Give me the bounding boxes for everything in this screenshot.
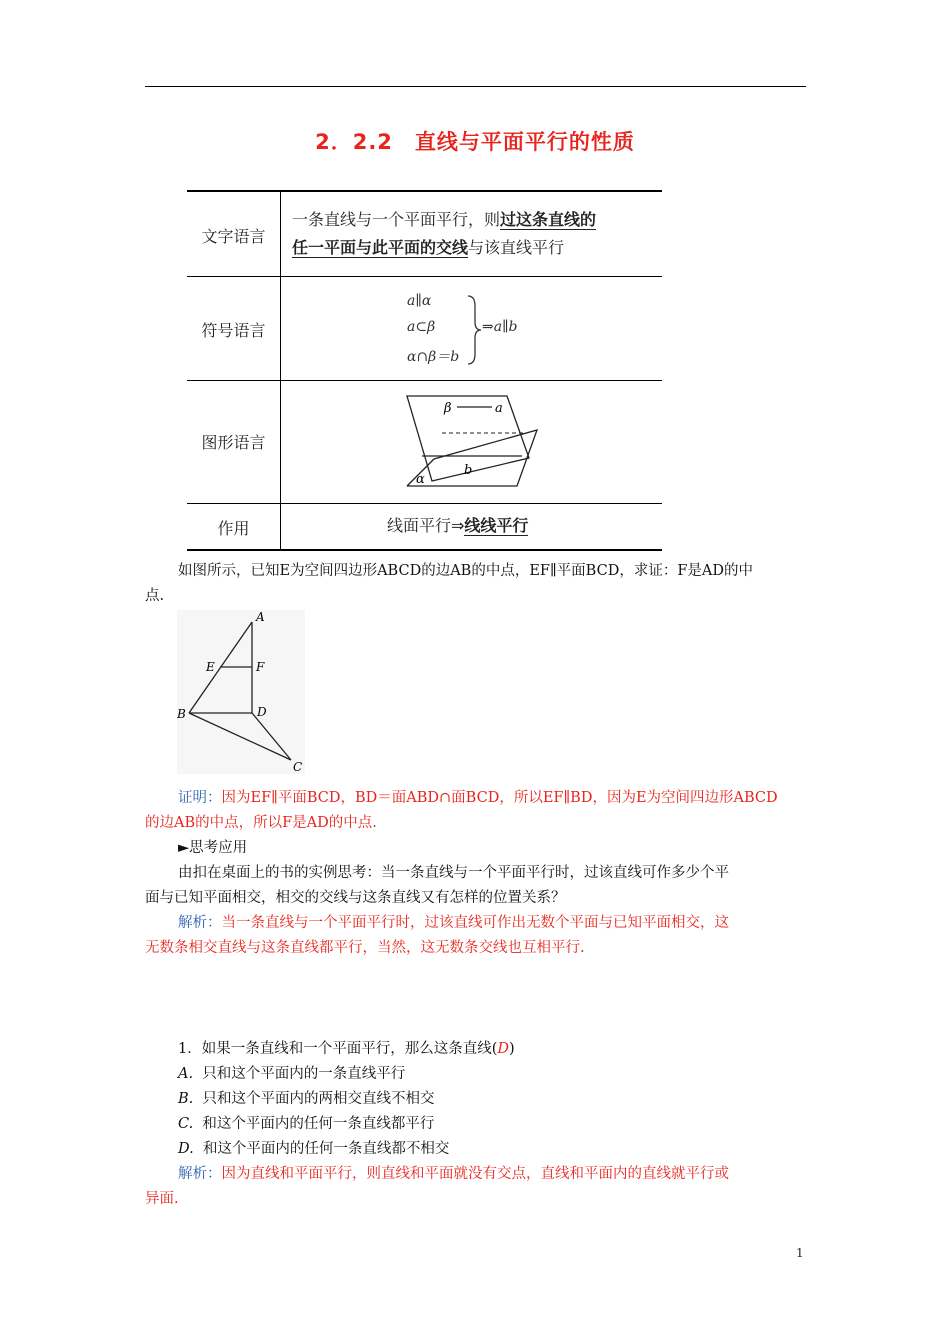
label-B: B — [177, 707, 186, 721]
label-D: D — [257, 705, 267, 719]
symbol-a-parallel-alpha: a∥α — [407, 293, 432, 309]
table-divider — [187, 276, 662, 277]
table-bottom-border — [187, 549, 662, 551]
table-top-border — [187, 190, 662, 192]
exercise-explanation: 解析：因为直线和平面平行，则直线和平面就没有交点，直线和平面内的直线就平行或 异面. — [145, 1166, 729, 1207]
quadrilateral-figure — [177, 610, 305, 774]
page-number: 1 — [796, 1246, 804, 1260]
function-content: 线面平行⇒线线平行 — [387, 516, 529, 535]
option-c: C. 和这个平面内的任何一条直线都平行 — [178, 1116, 435, 1132]
think-question: 由扣在桌面上的书的实例思考：当一条直线与一个平面平行时，过该直线可作多少个平 面与已知平面相交，相交的交线与这条直线又有怎样的位置关系？ — [145, 865, 729, 906]
think-answer: 解析：当一条直线与一个平面平行时，过该直线可作出无数个平面与已知平面相交，这 无数条相交直线与这条直线都平行，当然，这无数条交线也互相平行. — [145, 915, 729, 956]
planes-figure — [402, 393, 542, 493]
label-E: E — [206, 660, 215, 674]
exercise-answer: D — [497, 1041, 510, 1057]
label-C: C — [293, 760, 303, 774]
fig-b-label: b — [464, 463, 473, 478]
header-rule — [145, 86, 806, 87]
think-heading: ►思考应用 — [178, 840, 248, 856]
proof: 证明：因为EF∥平面BCD，BD＝面ABD∩面BCD，所以EF∥BD，因为E为空间四边形ABCD 的边AB的中点，所以F是AD的中点. — [145, 790, 778, 831]
row-label-symbol-language: 符号语言 — [201, 321, 266, 340]
exercise-stem: 1．如果一条直线和一个平面平行，那么这条直线(D) — [178, 1041, 515, 1057]
table-divider — [187, 380, 662, 381]
table-divider — [187, 503, 662, 504]
label-A: A — [256, 610, 265, 624]
page-title: 2．2.2 直线与平面平行的性质 — [315, 130, 635, 154]
table-column-divider — [280, 190, 281, 551]
fig-beta-label: β — [444, 401, 452, 416]
label-F: F — [256, 660, 265, 674]
symbol-intersection: α∩β＝b — [407, 349, 460, 365]
text-language-content: 一条直线与一个平面平行，则过这条直线的 任一平面与此平面的交线与该直线平行 — [292, 210, 597, 257]
row-label-figure-language: 图形语言 — [201, 433, 266, 452]
symbol-result: ⇒a∥b — [482, 319, 518, 335]
option-a: A. 只和这个平面内的一条直线平行 — [178, 1066, 406, 1082]
row-label-function: 作用 — [217, 519, 250, 538]
fig-a-label: a — [495, 401, 503, 416]
row-label-text-language: 文字语言 — [201, 227, 266, 246]
symbol-a-in-beta: a⊂β — [407, 319, 436, 335]
fig-alpha-label: α — [416, 472, 425, 487]
option-d: D. 和这个平面内的任何一条直线都不相交 — [178, 1141, 450, 1157]
option-b: B. 只和这个平面内的两相交直线不相交 — [178, 1091, 435, 1107]
example-problem: 如图所示，已知E为空间四边形ABCD的边AB的中点，EF∥平面BCD，求证：F是AD的中 点. — [145, 563, 753, 604]
tetrahedron-diagram — [177, 610, 305, 774]
